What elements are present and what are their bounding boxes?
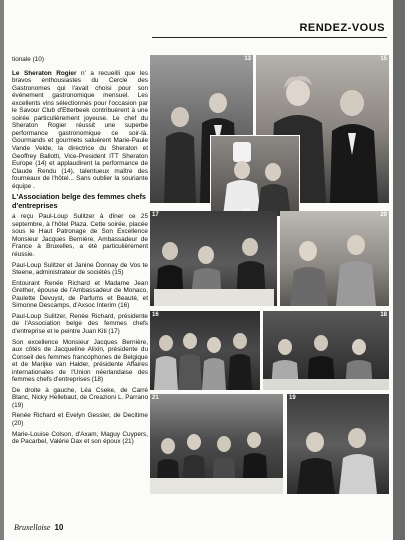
photo-17	[150, 211, 277, 306]
photo-21	[150, 394, 283, 494]
photo-number: 16	[152, 312, 159, 318]
paragraph-sheraton	[12, 70, 148, 191]
caption-15: Paul-Loup Sulitzer et Janine Donnay de Vos te Steene, administrateur de sociétés (15)	[12, 261, 148, 277]
caption-17: Paul-Loup Sulitzer, Renée Richard, présidente de l'Association belge des femmes chefs d'entreprise et le peintre Juan Kiti (17)	[12, 312, 148, 335]
sheraton-text: n' a recueilli que les bravos enthousiastes du Cercle des Gastronomes qui l'avait choisi pour son événement gastronomique mensuel. Les excellents vins sélectionnés pour l'occasion par le Savour Club d'Etterbeek contribuèrent à une soirée particulièrement joyeuse. Le chef du Sheraton Rogier réussit une superbe performance gastronomique ce soir-là. Gourmands et gourmets saluèrent Marie-Paule Vande Velde, la directrice du Sheraton et Geoffrey Ballotti, Vice-President ITT Sheraton Europe (14) et applaudirent la performance de Claude Rendu (14), talentueux maître des fourneaux de l'hôtel... Sans oublier la souriante équipe .	[12, 69, 149, 190]
photo-19	[287, 394, 389, 494]
text-column	[12, 56, 148, 449]
photo-number: 18	[380, 312, 387, 318]
page-footer	[14, 522, 63, 532]
paragraph-association: a reçu Paul-Loup Sulitzer à dîner ce 25 septembre, à l'hôtel Plaza. Cette soirée, placée sous le Haut Patronage de Son Excellence Monsieur Jacques Bernière, Ambassadeur de France à Bruxelles, a été particulièrement réussie.	[12, 213, 148, 259]
caption-21: Marie-Louise Colson, d'Axam, Maguy Cuypers, de Pacarbel, Valérie Dax et son époux (21)	[12, 430, 148, 446]
photo-number: 17	[152, 212, 159, 218]
page-binding	[393, 0, 405, 540]
caption-16: Entourant Renée Richard et Madame Jean Grether, épouse de l'Ambassadeur de Monaco, Paulette Devuyst, de Parfums et Beauté, et Simonne Descamps, d'Axsoc Interim (16)	[12, 279, 148, 310]
caption-20: Renée Richard et Evelyn Gessler, de Decitime (20)	[12, 412, 148, 427]
magazine-page	[4, 0, 393, 540]
photo-16	[150, 311, 260, 390]
photo-number: 13	[244, 56, 251, 62]
photo-number: 15	[380, 56, 387, 62]
photo-number: 19	[289, 395, 296, 401]
magazine-logo: Bruxelloise	[14, 523, 51, 532]
page-number: 10	[54, 523, 64, 532]
caption-19: De droite à gauche, Léa Cseke, de Carré Blanc, Nicky Hellebaut, de Creazioni L. Parrano (19)	[12, 386, 148, 409]
header-rule	[152, 37, 387, 38]
sheraton-title: Le Sheraton Rogier	[12, 69, 77, 77]
photo-14	[210, 135, 300, 217]
photo-number: 20	[380, 212, 387, 218]
photo-18	[263, 311, 389, 390]
photo-20	[280, 211, 389, 306]
caption-18: Son excellence Monsieur Jacques Bernière, aux côtés de Jacqueline Alixin, présidente du Conseil des femmes francophones de Belgique et de Marijke van Halder, présidente Affaires internationales de l'Union néerlandaise des femmes chefs d'entreprises (18)	[12, 338, 148, 384]
association-title: L'Association belge des femmes chefs d'entreprises	[12, 192, 146, 210]
photo-number: 21	[152, 395, 159, 401]
section-header: RENDEZ-VOUS	[299, 22, 385, 34]
intro-line: tionale (10)	[12, 56, 44, 63]
